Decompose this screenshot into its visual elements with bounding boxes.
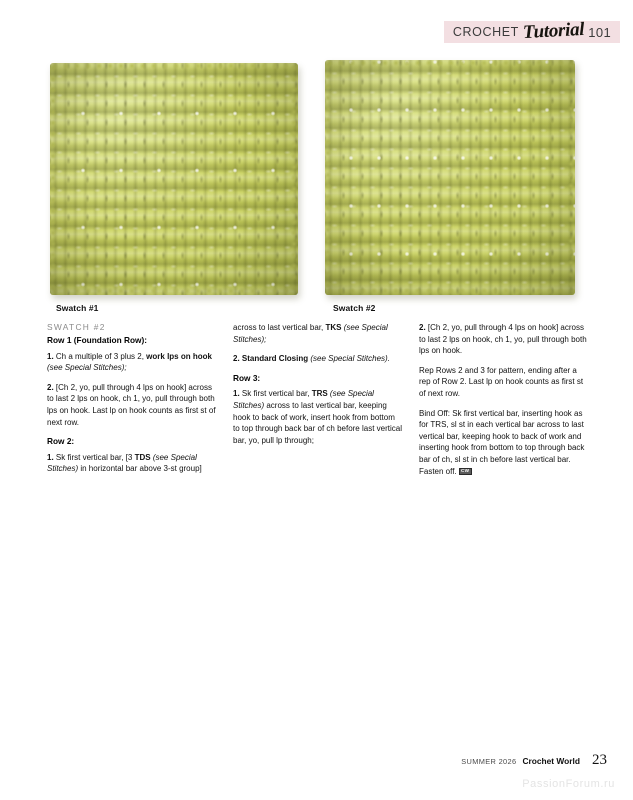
step-text: [Ch 2, yo, pull through 4 lps on hook] across to last 2 lps on hook, ch 1, yo, pull through both lps on hook.: [419, 323, 587, 356]
crochet-swatch-photo-1: [50, 63, 298, 295]
step-italic: (see Special Stitches).: [308, 354, 390, 364]
crochet-swatch-photo-2: [325, 60, 575, 295]
header-script-word: Tutorial: [522, 18, 585, 44]
footer-issue: SUMMER 2026: [461, 757, 517, 766]
instruction-columns: [47, 322, 588, 485]
footer-page-number: 23: [592, 752, 607, 768]
step-number: 1.: [233, 389, 240, 399]
step-number: 1.: [47, 452, 54, 462]
heading-row-2: Row 2:: [47, 436, 75, 447]
paragraph-repeat-rows: Rep Rows 2 and 3 for pattern, ending after a rep of Row 2. Last lp on hook counts as first st of next row.: [419, 365, 584, 398]
step-bold: TKS: [325, 323, 342, 332]
paragraph-bind-off: [419, 408, 588, 478]
swatch-1-figure: [50, 63, 298, 295]
site-watermark: PassionForum.ru: [522, 778, 615, 790]
step-italic: (see Special Stitches);: [47, 363, 127, 373]
step-number: 2.: [47, 382, 54, 392]
step-bold: Standard Closing: [239, 354, 309, 364]
step-number: 2.: [419, 323, 426, 332]
step-bold: TDS: [134, 452, 151, 462]
step-tail: in horizontal bar above 3-st group]: [78, 464, 202, 474]
paragraph-row2-step1: [47, 452, 216, 475]
crochet-tutorial-header: [444, 18, 620, 44]
step-bold: TRS: [311, 389, 328, 399]
swatch-1-caption: Swatch #1: [56, 303, 99, 313]
yarn-vignette: [325, 60, 575, 295]
step-text: Sk first vertical bar,: [239, 389, 312, 399]
yarn-vignette: [50, 63, 298, 295]
step-number: 1.: [47, 351, 54, 361]
paragraph-row2-step2: [233, 353, 402, 365]
swatch-2-caption: Swatch #2: [333, 303, 376, 313]
paragraph-row1-step2: [47, 382, 216, 428]
step-italic: (see Special Stitches): [47, 452, 197, 474]
paragraph-row1-step1: [47, 351, 216, 374]
step-text: [Ch 2, yo, pull through 4 lps on hook] across to last 2 lps on hook, ch 1, yo, pull through both lps on hook. Last lp on hook counts as first st of next row.: [47, 382, 216, 427]
step-number: 2.: [233, 354, 240, 364]
page-footer: [461, 752, 607, 769]
step-text: Sk first vertical bar, [3: [53, 452, 135, 462]
bind-off-text: Bind Off: Sk first vertical bar, inserting hook as for TRS, sl st in each vertical bar across to last vertical bar, keeping hook to back of work and inserting hook from bottom to top through back bar of ch, sl st in ch before last vertical bar. Fasten off.: [419, 408, 585, 476]
paragraph-row3-step1: [233, 388, 402, 446]
header-kicker: CROCHET: [452, 25, 519, 39]
heading-row-3: Row 3:: [233, 372, 261, 383]
heading-row-1: Row 1 (Foundation Row):: [47, 335, 148, 345]
instruction-column-1: [47, 322, 216, 485]
section-label-swatch-2: SWATCH #2: [47, 322, 106, 332]
step-text: across to last vertical bar,: [233, 323, 326, 332]
swatch-2-figure: [325, 60, 575, 295]
crochet-world-end-mark: CW: [459, 468, 472, 476]
step-text: Ch a multiple of 3 plus 2,: [53, 351, 147, 361]
footer-magazine-title: Crochet World: [522, 756, 580, 766]
step-italic: (see Special Stitches);: [233, 323, 388, 344]
step-bold: work lps on hook: [146, 351, 212, 361]
paragraph-row3-step2: [419, 322, 588, 357]
paragraph-row2-continued: [233, 322, 402, 345]
instruction-column-3: [419, 322, 588, 485]
step-tail: across to last vertical bar, keeping hook to back of work, insert hook from bottom to top through back bar of ch before last vertical bar, yo, pull lp through;: [233, 400, 402, 445]
step-italic: (see Special Stitches): [233, 389, 374, 410]
header-number: 101: [588, 24, 612, 40]
instruction-column-2: [233, 322, 402, 485]
